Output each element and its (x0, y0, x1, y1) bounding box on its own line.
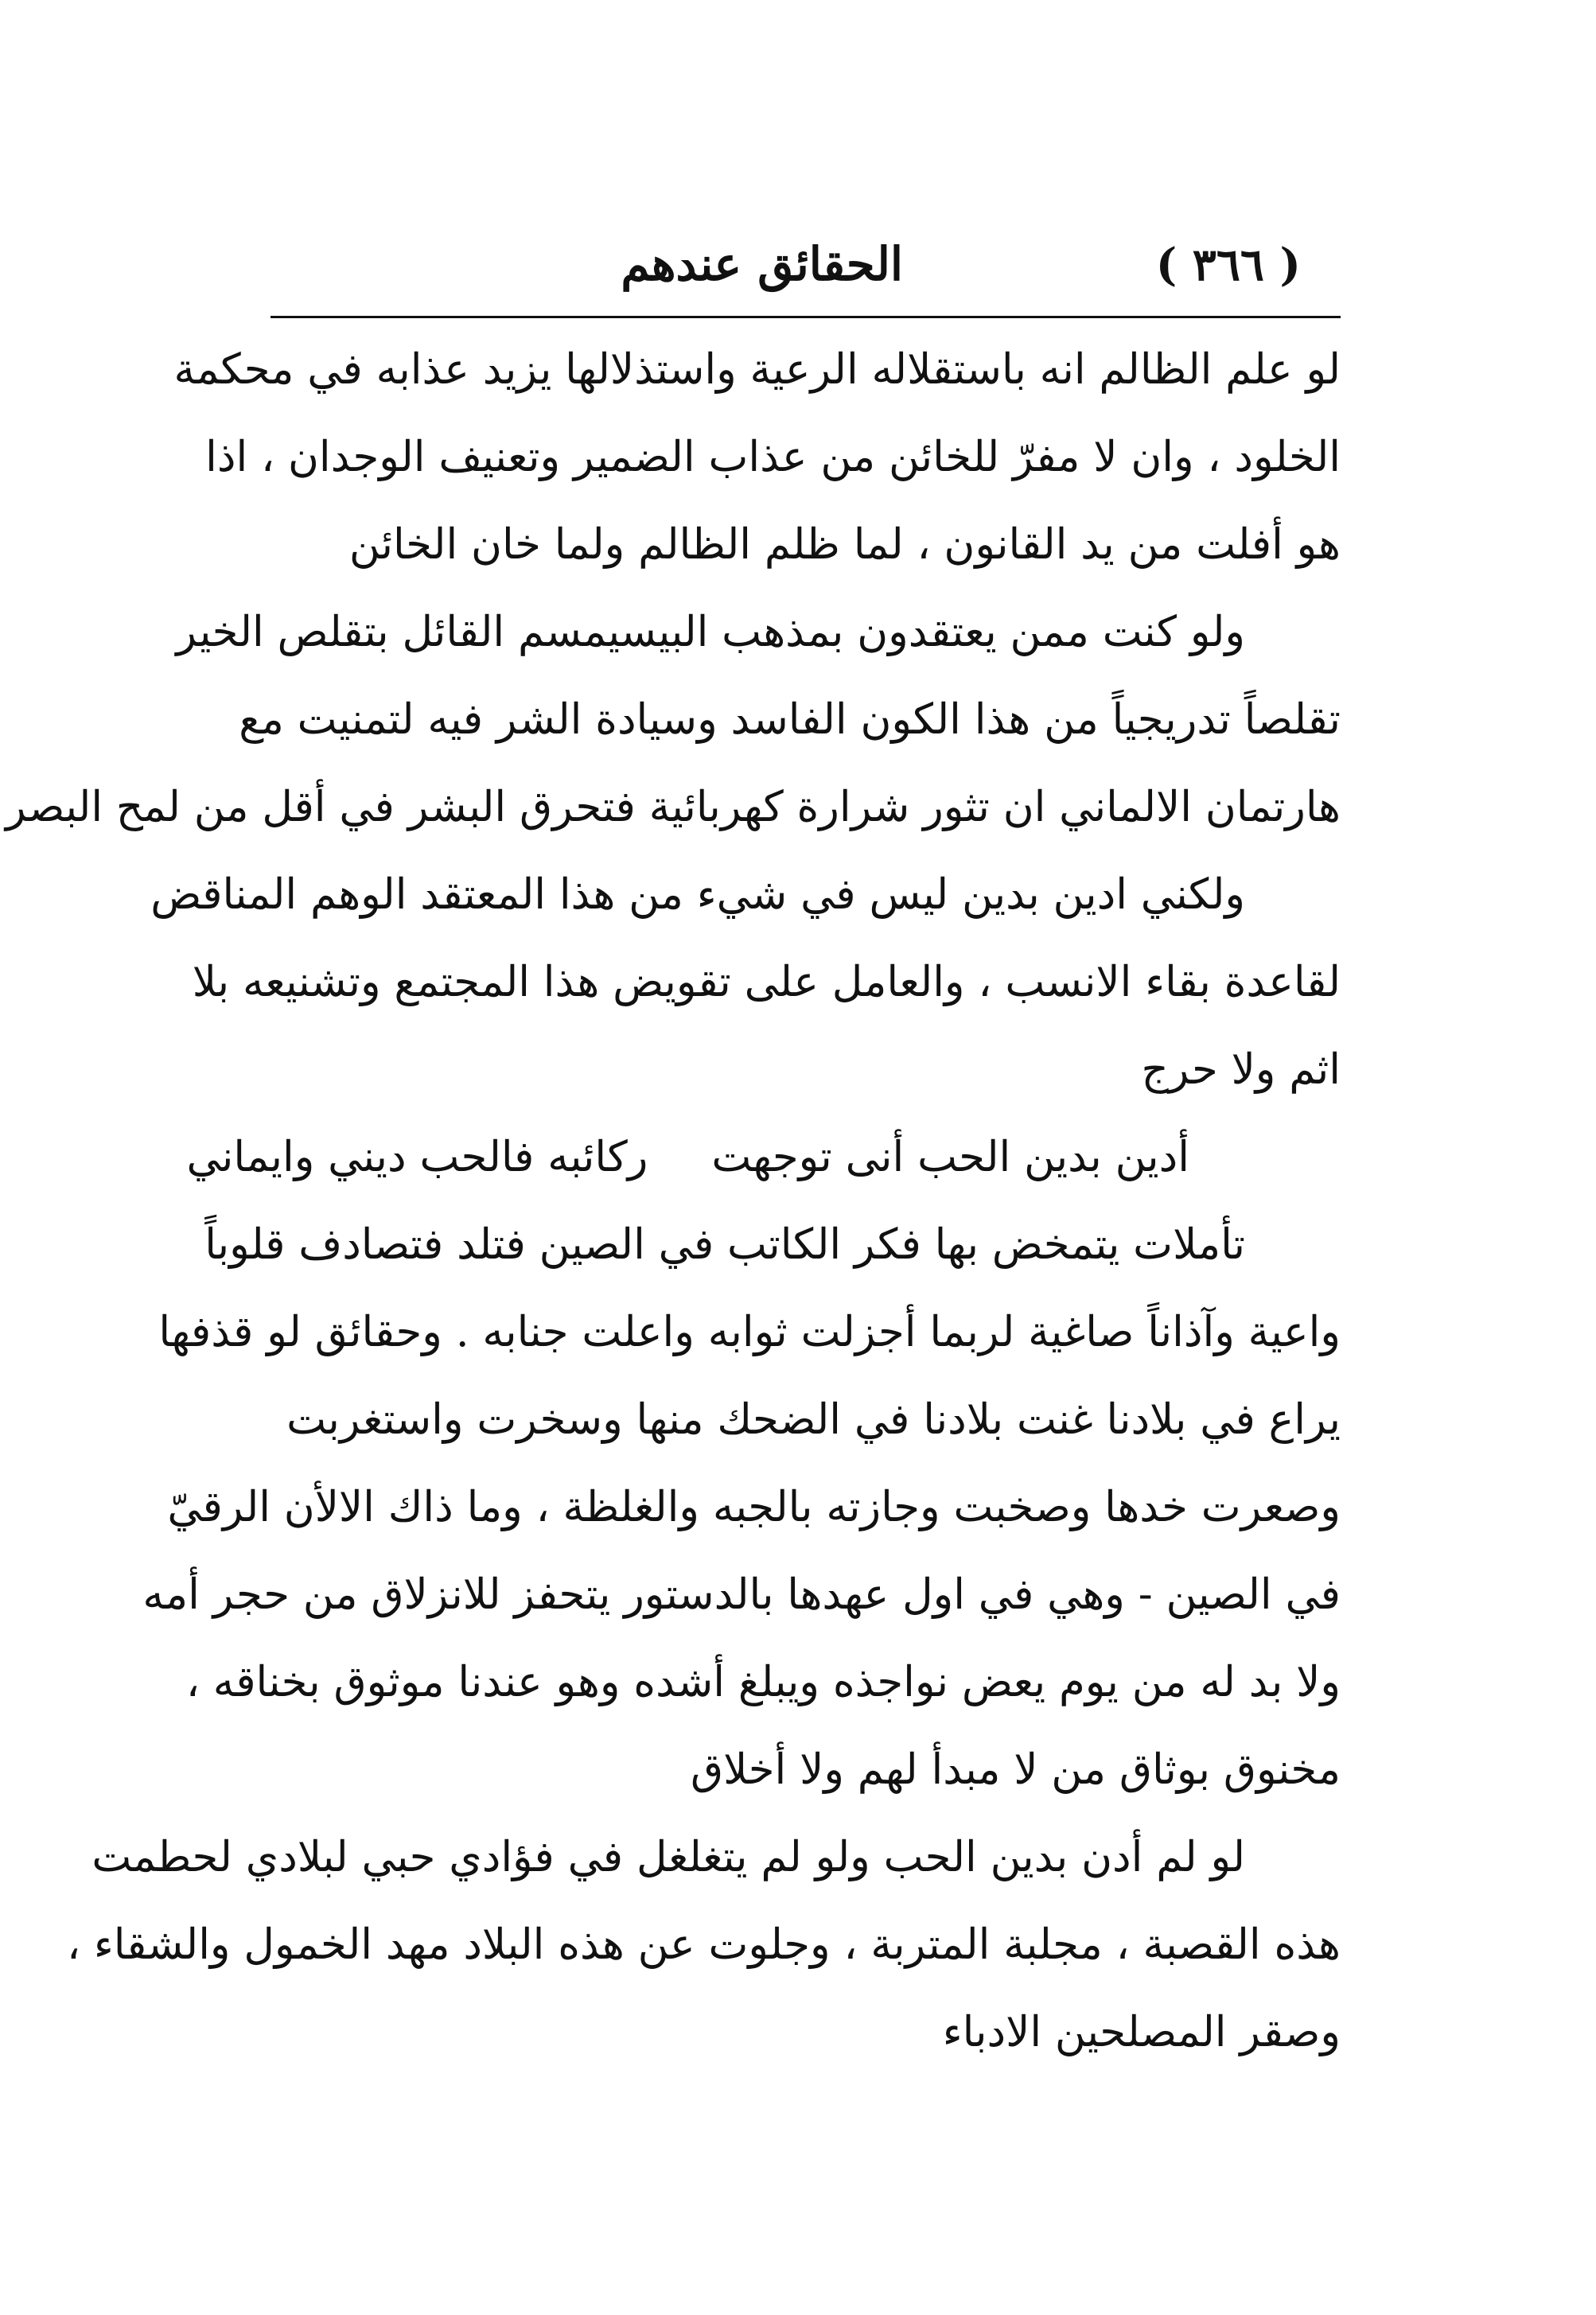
text-line: وصقر المصلحين الادباء (942, 2008, 1341, 2056)
running-title: الحقائق عندهم (621, 237, 903, 291)
text-line: هارتمان الالماني ان تثور شرارة كهربائية فتحرق البشر في أقل من لمح البصر (5, 783, 1341, 831)
text-line: وصعرت خدها وصخبت وجازته بالجبه والغلظة ، وما ذاك الالأن الرقيّ (167, 1483, 1341, 1531)
text-line: تأملات يتمخض بها فكر الكاتب في الصين فتلد فتصادف قلوباً (204, 1220, 1245, 1269)
text-line: مخنوق بوثاق من لا مبدأ لهم ولا أخلاق (691, 1745, 1341, 1794)
text-line: ولو كنت ممن يعتقدون بمذهب البيسيمسم القائل بتقلص الخير (176, 608, 1245, 656)
text-line: لقاعدة بقاء الانسب ، والعامل على تقويض هذا المجتمع وتشنيعه بلا (192, 958, 1341, 1006)
text-line: هو أفلت من يد القانون ، لما ظلم الظالم ولما خان الخائن (348, 520, 1341, 569)
text-line: يراع في بلادنا غنت بلادنا في الضحك منها وسخرت واستغربت (286, 1395, 1341, 1444)
paragraph-2 (5, 589, 1341, 851)
paragraph-4 (142, 1201, 1341, 1814)
text-line: ولكني ادين بدين ليس في شيء من هذا المعتقد الوهم المناقض (150, 870, 1245, 919)
poem-verse (186, 1114, 1341, 1201)
paragraph-3 (150, 851, 1341, 1114)
text-line: لو لم أدن بدين الحب ولو لم يتغلغل في فؤادي حبي لبلادي لحطمت (91, 1833, 1245, 1881)
paragraph-1 (173, 326, 1341, 589)
text-line: واعية وآذاناً صاغية لربما أجزلت ثوابه واعلت جنابه . وحقائق لو قذفها (158, 1308, 1341, 1356)
verse-second-hemistich: ركائبه فالحب ديني وايماني (186, 1133, 648, 1181)
page-number: ( ٣٦٦ ) (1155, 239, 1301, 291)
text-line: اثم ولا حرج (1141, 1045, 1341, 1094)
text-line: ولا بد له من يوم يعض نواجذه ويبلغ أشده وهو عندنا موثوق بخناقه ، (185, 1658, 1341, 1706)
page-header (271, 231, 1341, 310)
text-line: تقلصاً تدريجياً من هذا الكون الفاسد وسيادة الشر فيه لتمنيت مع (239, 695, 1341, 744)
text-line: الخلود ، وان لا مفرّ للخائن من عذاب الضمير وتعنيف الوجدان ، اذا (205, 433, 1341, 481)
text-line: لو علم الظالم انه باستقلاله الرعية واستذلالها يزيد عذابه في محكمة (173, 345, 1341, 394)
body-text (5, 326, 1341, 2076)
header-rule (271, 316, 1341, 318)
text-line: هذه القصبة ، مجلبة المتربة ، وجلوت عن هذه البلاد مهد الخمول والشقاء ، (66, 1920, 1341, 1969)
verse-first-hemistich: أدين بدين الحب أنى توجهت (711, 1133, 1189, 1181)
paragraph-5 (66, 1814, 1341, 2076)
text-line: في الصين - وهي في اول عهدها بالدستور يتحفز للانزلاق من حجر أمه (142, 1570, 1341, 1619)
